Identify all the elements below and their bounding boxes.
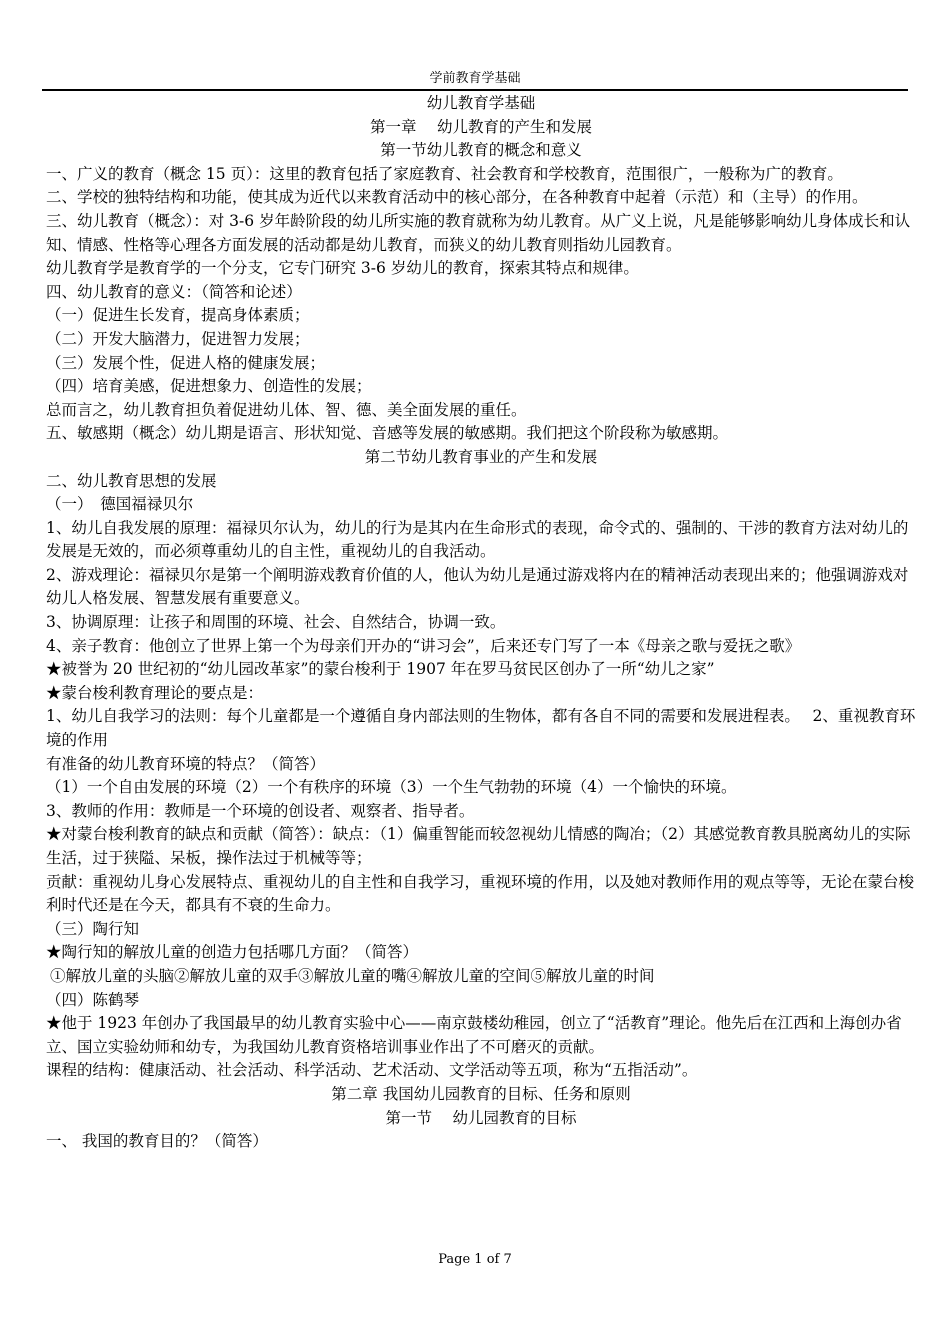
paragraph: 五、敏感期（概念）幼儿期是语言、形状知觉、音感等发展的敏感期。我们把这个阶段称为敏感期。 <box>46 424 729 443</box>
paragraph: （一）促进生长发育，提高身体素质； <box>46 306 310 325</box>
paragraph: ★蒙台梭利教育理论的要点是： <box>46 683 264 702</box>
paragraph: 3、教师的作用：教师是一个环境的创设者、观察者、指导者。 <box>46 801 475 820</box>
paragraph: 1、幼儿自我发展的原理：福禄贝尔认为，幼儿的行为是其内在生命形式的表现，命令式的、强制的、干涉的教育方法对幼儿的发展是无效的，而必须尊重幼儿的自主性，重视幼儿的自我活动。 <box>46 518 909 561</box>
section-heading: 第一章 幼儿教育的产生和发展 <box>370 117 592 136</box>
paragraph: ①解放儿童的头脑②解放儿童的双手③解放儿童的嘴④解放儿童的空间⑤解放儿童的时间 <box>50 966 655 985</box>
paragraph: 课程的结构：健康活动、社会活动、科学活动、艺术活动、文学活动等五项，称为“五指活动”。 <box>46 1061 698 1080</box>
paragraph: ★对蒙台梭利教育的缺点和贡献（简答）：缺点：（1）偏重智能而较忽视幼儿情感的陶冶；（2）其感觉教育教具脱离幼儿的实际生活，过于狭隘、呆板，操作法过于机械等等； <box>46 825 911 867</box>
paragraph: 1、幼儿自我学习的法则：每个儿童都是一个遵循自身内部法则的生物体，都有各自不同的需要和发展进程表。 2、重视教育环境的作用 <box>46 707 916 750</box>
paragraph: 一、 我国的教育目的？（简答） <box>46 1132 268 1151</box>
section-heading: 幼儿教育学基础 <box>426 94 536 112</box>
running-header: 学前教育学基础 <box>429 71 521 86</box>
page-number: Page 1 of 7 <box>438 1252 512 1267</box>
paragraph: 4、亲子教育：他创立了世界上第一个为母亲们开办的“讲习会”，后来还专门写了一本《母亲之歌与爱抚之歌》 <box>46 636 801 655</box>
header-divider <box>42 89 908 91</box>
paragraph: 3、协调原理：让孩子和周围的环境、社会、自然结合，协调一致。 <box>46 613 506 632</box>
paragraph: （二）开发大脑潜力，促进智力发展； <box>46 329 310 348</box>
paragraph: ★被誉为 20 世纪初的“幼儿园改革家”的蒙台梭利于 1907 年在罗马贫民区创办了一所“幼儿之家” <box>46 660 715 679</box>
section-heading: 第一节幼儿教育的概念和意义 <box>380 141 582 160</box>
section-heading: 第二节幼儿教育事业的产生和发展 <box>364 447 598 466</box>
paragraph: 四、幼儿教育的意义：（简答和论述） <box>46 282 302 301</box>
paragraph: （三）发展个性，促进人格的健康发展； <box>46 353 326 372</box>
paragraph: 三、幼儿教育（概念）：对 3-6 岁年龄阶段的幼儿所实施的教育就称为幼儿教育。从广义上说，凡是能够影响幼儿身体成长和认知、情感、性格等心理各方面发展的活动都是幼儿教育，而狭义的幼儿教育则指幼儿园教育。 <box>46 211 911 254</box>
paragraph: 一、广义的教育（概念 15 页）：这里的教育包括了家庭教育、社会教育和学校教育，范围很广，一般称为广的教育。 <box>46 164 843 183</box>
paragraph: （三）陶行知 <box>46 919 140 938</box>
paragraph: （四）陈鹤琴 <box>46 990 140 1009</box>
document-body <box>46 92 916 1154</box>
paragraph: （1）一个自由发展的环境（2）一个有秩序的环境（3）一个生气勃勃的环境（4）一个愉快的环境。 <box>46 778 737 797</box>
paragraph: 二、学校的独特结构和功能，使其成为近代以来教育活动中的核心部分，在各种教育中起着（示范）和（主导）的作用。 <box>46 188 868 207</box>
paragraph: 有准备的幼儿教育环境的特点？（简答） <box>46 754 326 773</box>
paragraph: 2、游戏理论：福禄贝尔是第一个阐明游戏教育价值的人，他认为幼儿是通过游戏将内在的精神活动表现出来的；他强调游戏对幼儿人格发展、智慧发展有重要意义。 <box>46 565 909 608</box>
paragraph: 总而言之，幼儿教育担负着促进幼儿体、智、德、美全面发展的重任。 <box>46 400 527 419</box>
paragraph: 贡献：重视幼儿身心发展特点、重视幼儿的自主性和自我学习，重视环境的作用，以及她对教师作用的观点等等，无论在蒙台梭利时代还是在今天，都具有不衰的生命力。 <box>46 872 915 915</box>
paragraph: 二、幼儿教育思想的发展 <box>46 471 217 490</box>
section-heading: 第二章 我国幼儿园教育的目标、任务和原则 <box>331 1084 631 1103</box>
section-heading: 第一节 幼儿园教育的目标 <box>385 1108 577 1127</box>
paragraph: （四）培育美感，促进想象力、创造性的发展； <box>46 377 372 396</box>
paragraph: 幼儿教育学是教育学的一个分支，它专门研究 3-6 岁幼儿的教育，探索其特点和规律。 <box>46 259 639 278</box>
paragraph: （一） 德国福禄贝尔 <box>46 495 194 514</box>
paragraph: ★他于 1923 年创办了我国最早的幼儿教育实验中心——南京鼓楼幼稚园，创立了“活教育”理论。他先后在江西和上海创办省立、国立实验幼师和幼专，为我国幼儿教育资格培训事业作出了不可磨灭的贡献。 <box>46 1014 902 1056</box>
paragraph: ★陶行知的解放儿童的创造力包括哪几方面？（简答） <box>46 943 419 962</box>
